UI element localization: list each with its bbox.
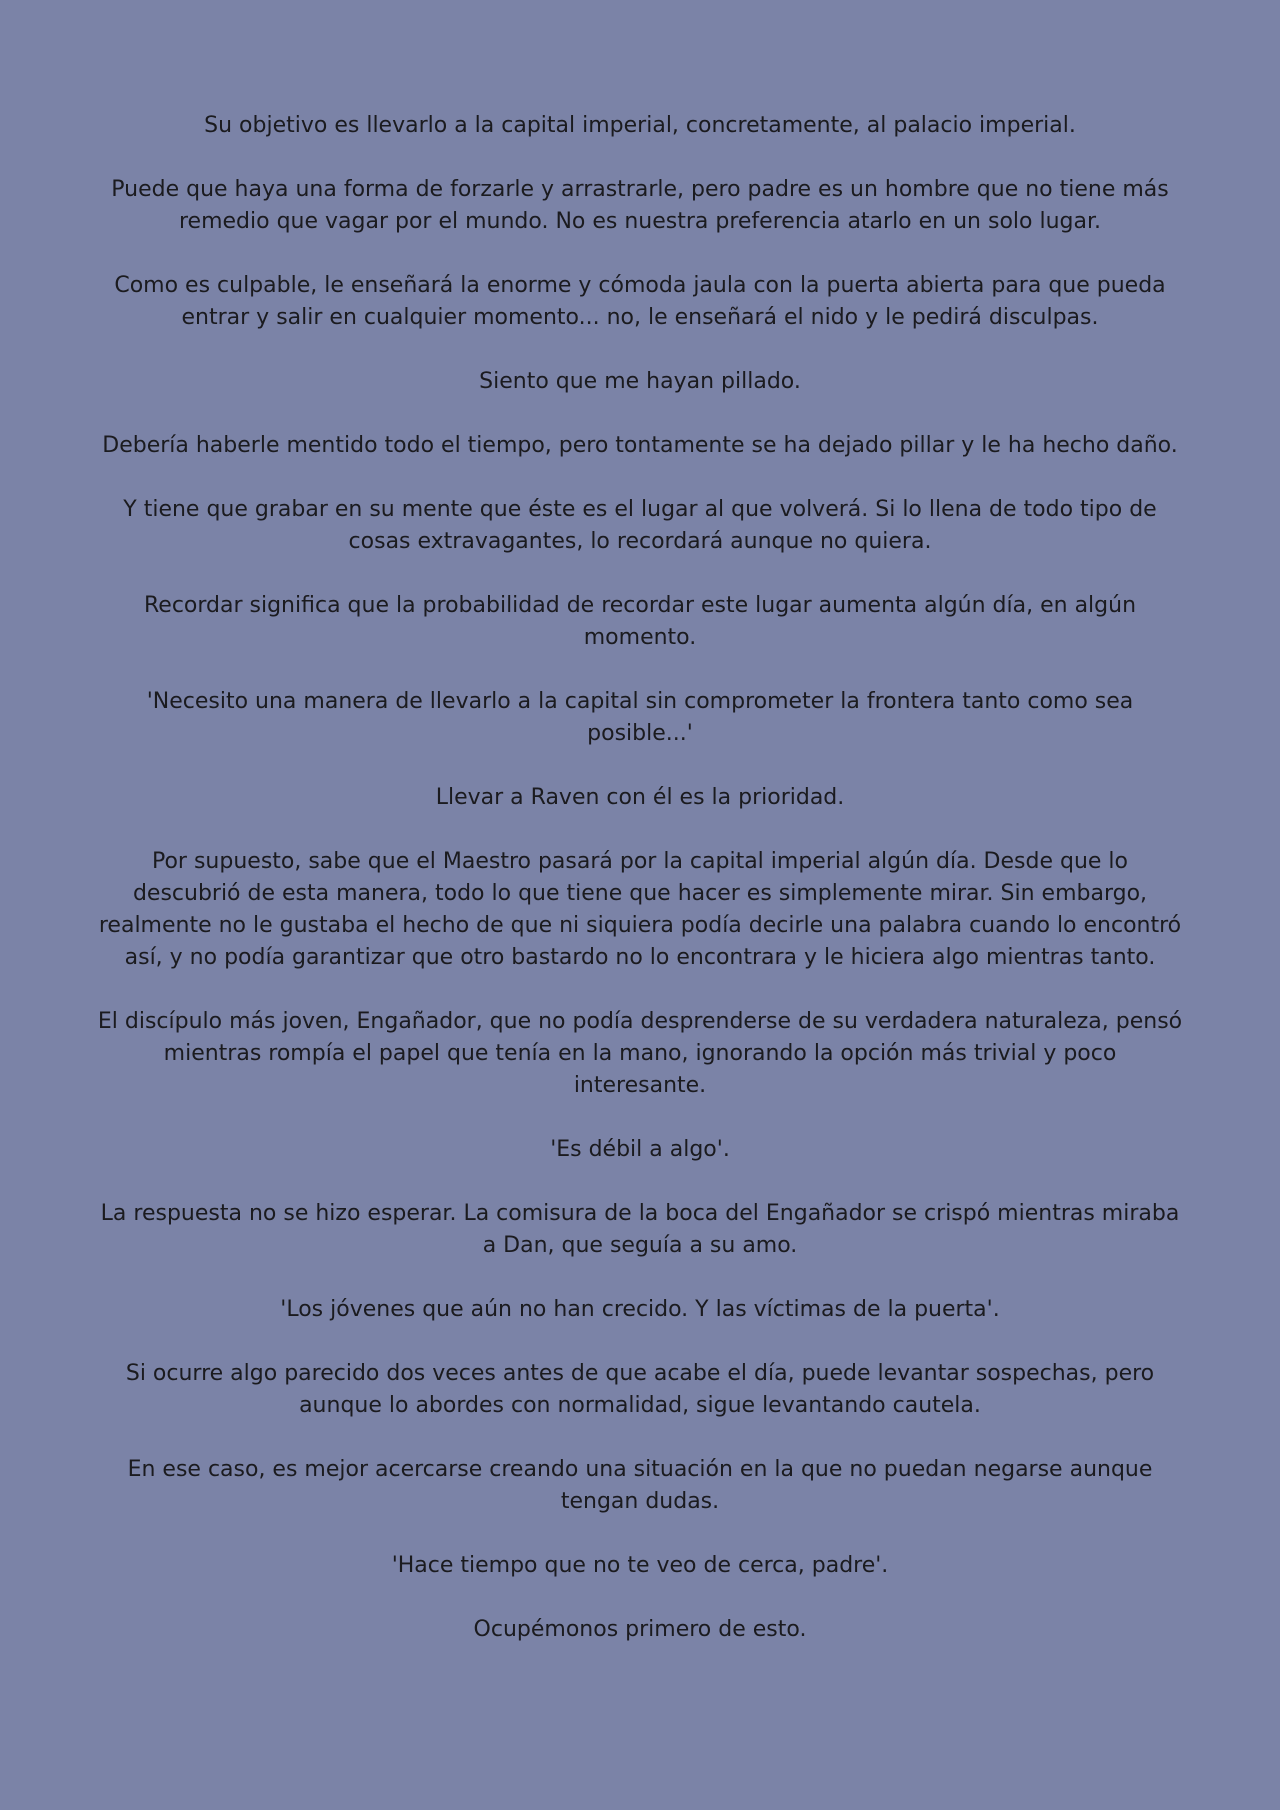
paragraph-12: 'Es débil a algo'. — [550, 1137, 730, 1162]
paragraph-11: El discípulo más joven, Engañador, que no podía desprenderse de su verdadera naturaleza, pensó mientras rompía el papel que tenía en la mano, ignorando la opción más trivial y poco interesante. — [97, 1009, 1183, 1098]
paragraph-18: Ocupémonos primero de esto. — [473, 1617, 807, 1642]
paragraph-4: Siento que me hayan pillado. — [479, 369, 801, 394]
paragraph-10: Por supuesto, sabe que el Maestro pasará por la capital imperial algún día. Desde que lo descubrió de esta manera, todo lo que tiene que hacer es simplemente mirar. Sin embargo, realmente no le gustaba el hecho de que ni siquiera podía decirle una palabra cuando lo encontró así, y no podía garantizar que otro bastardo no lo encontrara y le hiciera algo mientras tanto. — [98, 849, 1182, 970]
paragraph-2: Puede que haya una forma de forzarle y arrastrarle, pero padre es un hombre que no tiene más remedio que vagar por el mundo. No es nuestra preferencia atarlo en un solo lugar. — [111, 177, 1169, 234]
paragraph-16: En ese caso, es mejor acercarse creando una situación en la que no puedan negarse aunque tengan dudas. — [127, 1457, 1153, 1514]
paragraph-17: 'Hace tiempo que no te veo de cerca, padre'. — [391, 1553, 889, 1578]
paragraph-5: Debería haberle mentido todo el tiempo, pero tontamente se ha dejado pillar y le ha hecho daño. — [102, 433, 1178, 458]
paragraph-14: 'Los jóvenes que aún no han crecido. Y las víctimas de la puerta'. — [280, 1297, 1000, 1322]
paragraph-1: Su objetivo es llevarlo a la capital imperial, concretamente, al palacio imperial. — [204, 113, 1076, 138]
paragraph-9: Llevar a Raven con él es la prioridad. — [435, 785, 845, 810]
paragraph-3: Como es culpable, le enseñará la enorme y cómoda jaula con la puerta abierta para que pueda entrar y salir en cualquier momento... no, le enseñará el nido y le pedirá disculpas. — [114, 273, 1166, 330]
paragraph-15: Si ocurre algo parecido dos veces antes de que acabe el día, puede levantar sospechas, pero aunque lo abordes con normalidad, sigue levantando cautela. — [125, 1361, 1155, 1418]
paragraph-6: Y tiene que grabar en su mente que éste es el lugar al que volverá. Si lo llena de todo tipo de cosas extravagantes, lo recordará aunque no quiera. — [123, 497, 1157, 554]
paragraph-8: 'Necesito una manera de llevarlo a la capital sin comprometer la frontera tanto como sea posible...' — [146, 689, 1134, 746]
paragraph-7: Recordar significa que la probabilidad de recordar este lugar aumenta algún día, en algún momento. — [143, 593, 1137, 650]
paragraph-13: La respuesta no se hizo esperar. La comisura de la boca del Engañador se crispó mientras miraba a Dan, que seguía a su amo. — [100, 1201, 1180, 1258]
story-text — [96, 110, 1184, 1646]
